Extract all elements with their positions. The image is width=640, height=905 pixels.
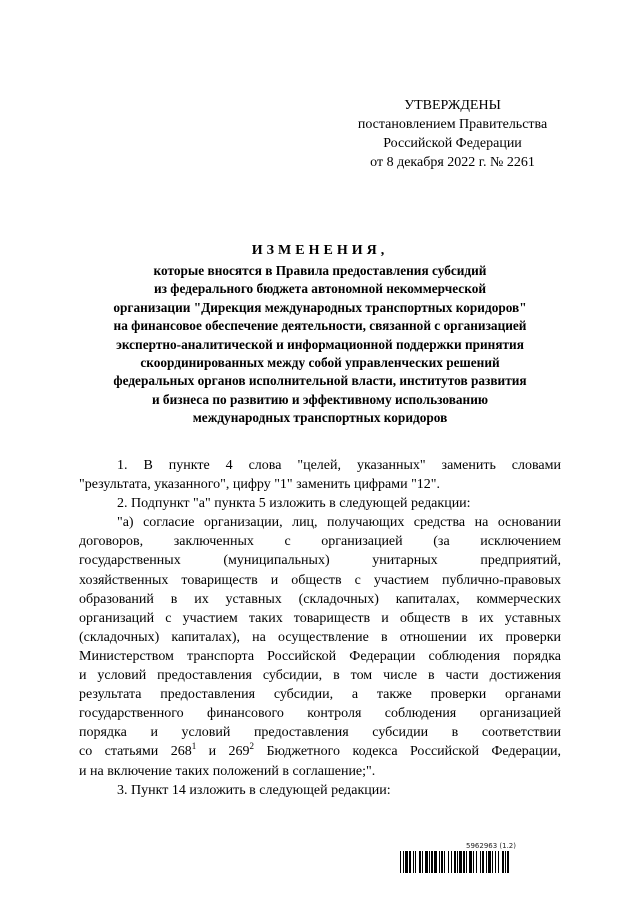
document-subtitle	[60, 262, 580, 428]
barcode-graphic	[400, 851, 566, 873]
approval-block	[345, 96, 560, 172]
subtitle-line: организации "Дирекция международных транспортных коридоров"	[113, 299, 527, 315]
approval-line: Российской Федерации	[383, 136, 522, 151]
superscript: 2	[249, 741, 255, 752]
subtitle-line: скоординированных между собой управленческих решений	[140, 355, 500, 371]
paragraph-3-line: и условий предоставления субсидии, в том числе в части достижения	[79, 668, 561, 684]
subtitle-line: международных транспортных коридоров	[192, 410, 448, 426]
superscript: 1	[191, 741, 197, 752]
paragraph-1-line: 1. В пункте 4 слова "целей, указанных" заменить словами	[117, 458, 561, 473]
subtitle-line: на финансовое обеспечение деятельности, связанной с организацией	[113, 318, 527, 334]
subtitle-line: экспертно-аналитической и информационной поддержки принятия	[116, 336, 524, 352]
paragraph-3-line: "а) согласие организации, лиц, получающих средства на основании	[117, 515, 561, 531]
paragraph-3-line: государственного финансового контроля соблюдения организацией	[79, 706, 561, 722]
approval-line: постановлением Правительства	[357, 117, 548, 132]
subtitle-line: которые вносятся в Правила предоставления субсидий	[153, 263, 487, 278]
paragraph-3-line: и на включение таких положений в соглашение;".	[79, 763, 376, 779]
paragraph-3-line: порядка и условий предоставления субсидии в соответствии	[79, 725, 561, 741]
paragraph-3-line: хозяйственных товариществ и обществ с участием публично-правовых	[79, 572, 561, 588]
paragraph-4-line: 3. Пункт 14 изложить в следующей редакции:	[117, 782, 391, 798]
approval-heading: УТВЕРЖДЕНЫ	[404, 98, 501, 113]
paragraph-1-line: "результата, указанного", цифру "1" заменить цифрами "12".	[79, 477, 440, 493]
subtitle-line: из федерального бюджета автономной некоммерческой	[153, 281, 487, 297]
paragraph-3-line: государственных (муниципальных) унитарных предприятий,	[79, 553, 561, 569]
paragraph-3-line: образований в их уставных (складочных) капиталах, коммерческих	[79, 591, 561, 607]
paragraph-3-line: Министерством транспорта Российской Федерации соблюдения порядка	[79, 648, 561, 664]
document-body	[79, 456, 561, 800]
paragraph-3-line: договоров, заключенных с организацией (за исключением	[79, 534, 561, 550]
approval-date: от 8 декабря 2022 г. № 2261	[370, 155, 535, 170]
paragraph-3-line	[79, 742, 561, 761]
barcode-caption: 5962963 (1.2)	[466, 842, 516, 850]
paragraph-3-line: результата предоставления субсидии, а также проверки органами	[79, 687, 561, 703]
paragraph-3-line: (складочных) капиталах), на осуществление в отношении их проверки	[79, 629, 561, 645]
document-title: ИЗМЕНЕНИЯ,	[251, 243, 389, 258]
subtitle-line: и бизнеса по развитию и эффективному использованию	[151, 391, 489, 407]
paragraph-3-line: организаций с участием таких товариществ и обществ в их уставных	[79, 610, 561, 626]
statute-reference: со статьями $268^1$ и $269^2$ Бюджетного кодекса Российской Федерации,	[79, 741, 561, 760]
paragraph-2-line: 2. Подпункт "а" пункта 5 изложить в следующей редакции:	[117, 496, 471, 512]
subtitle-line: федеральных органов исполнительной власти, институтов развития	[113, 373, 527, 389]
